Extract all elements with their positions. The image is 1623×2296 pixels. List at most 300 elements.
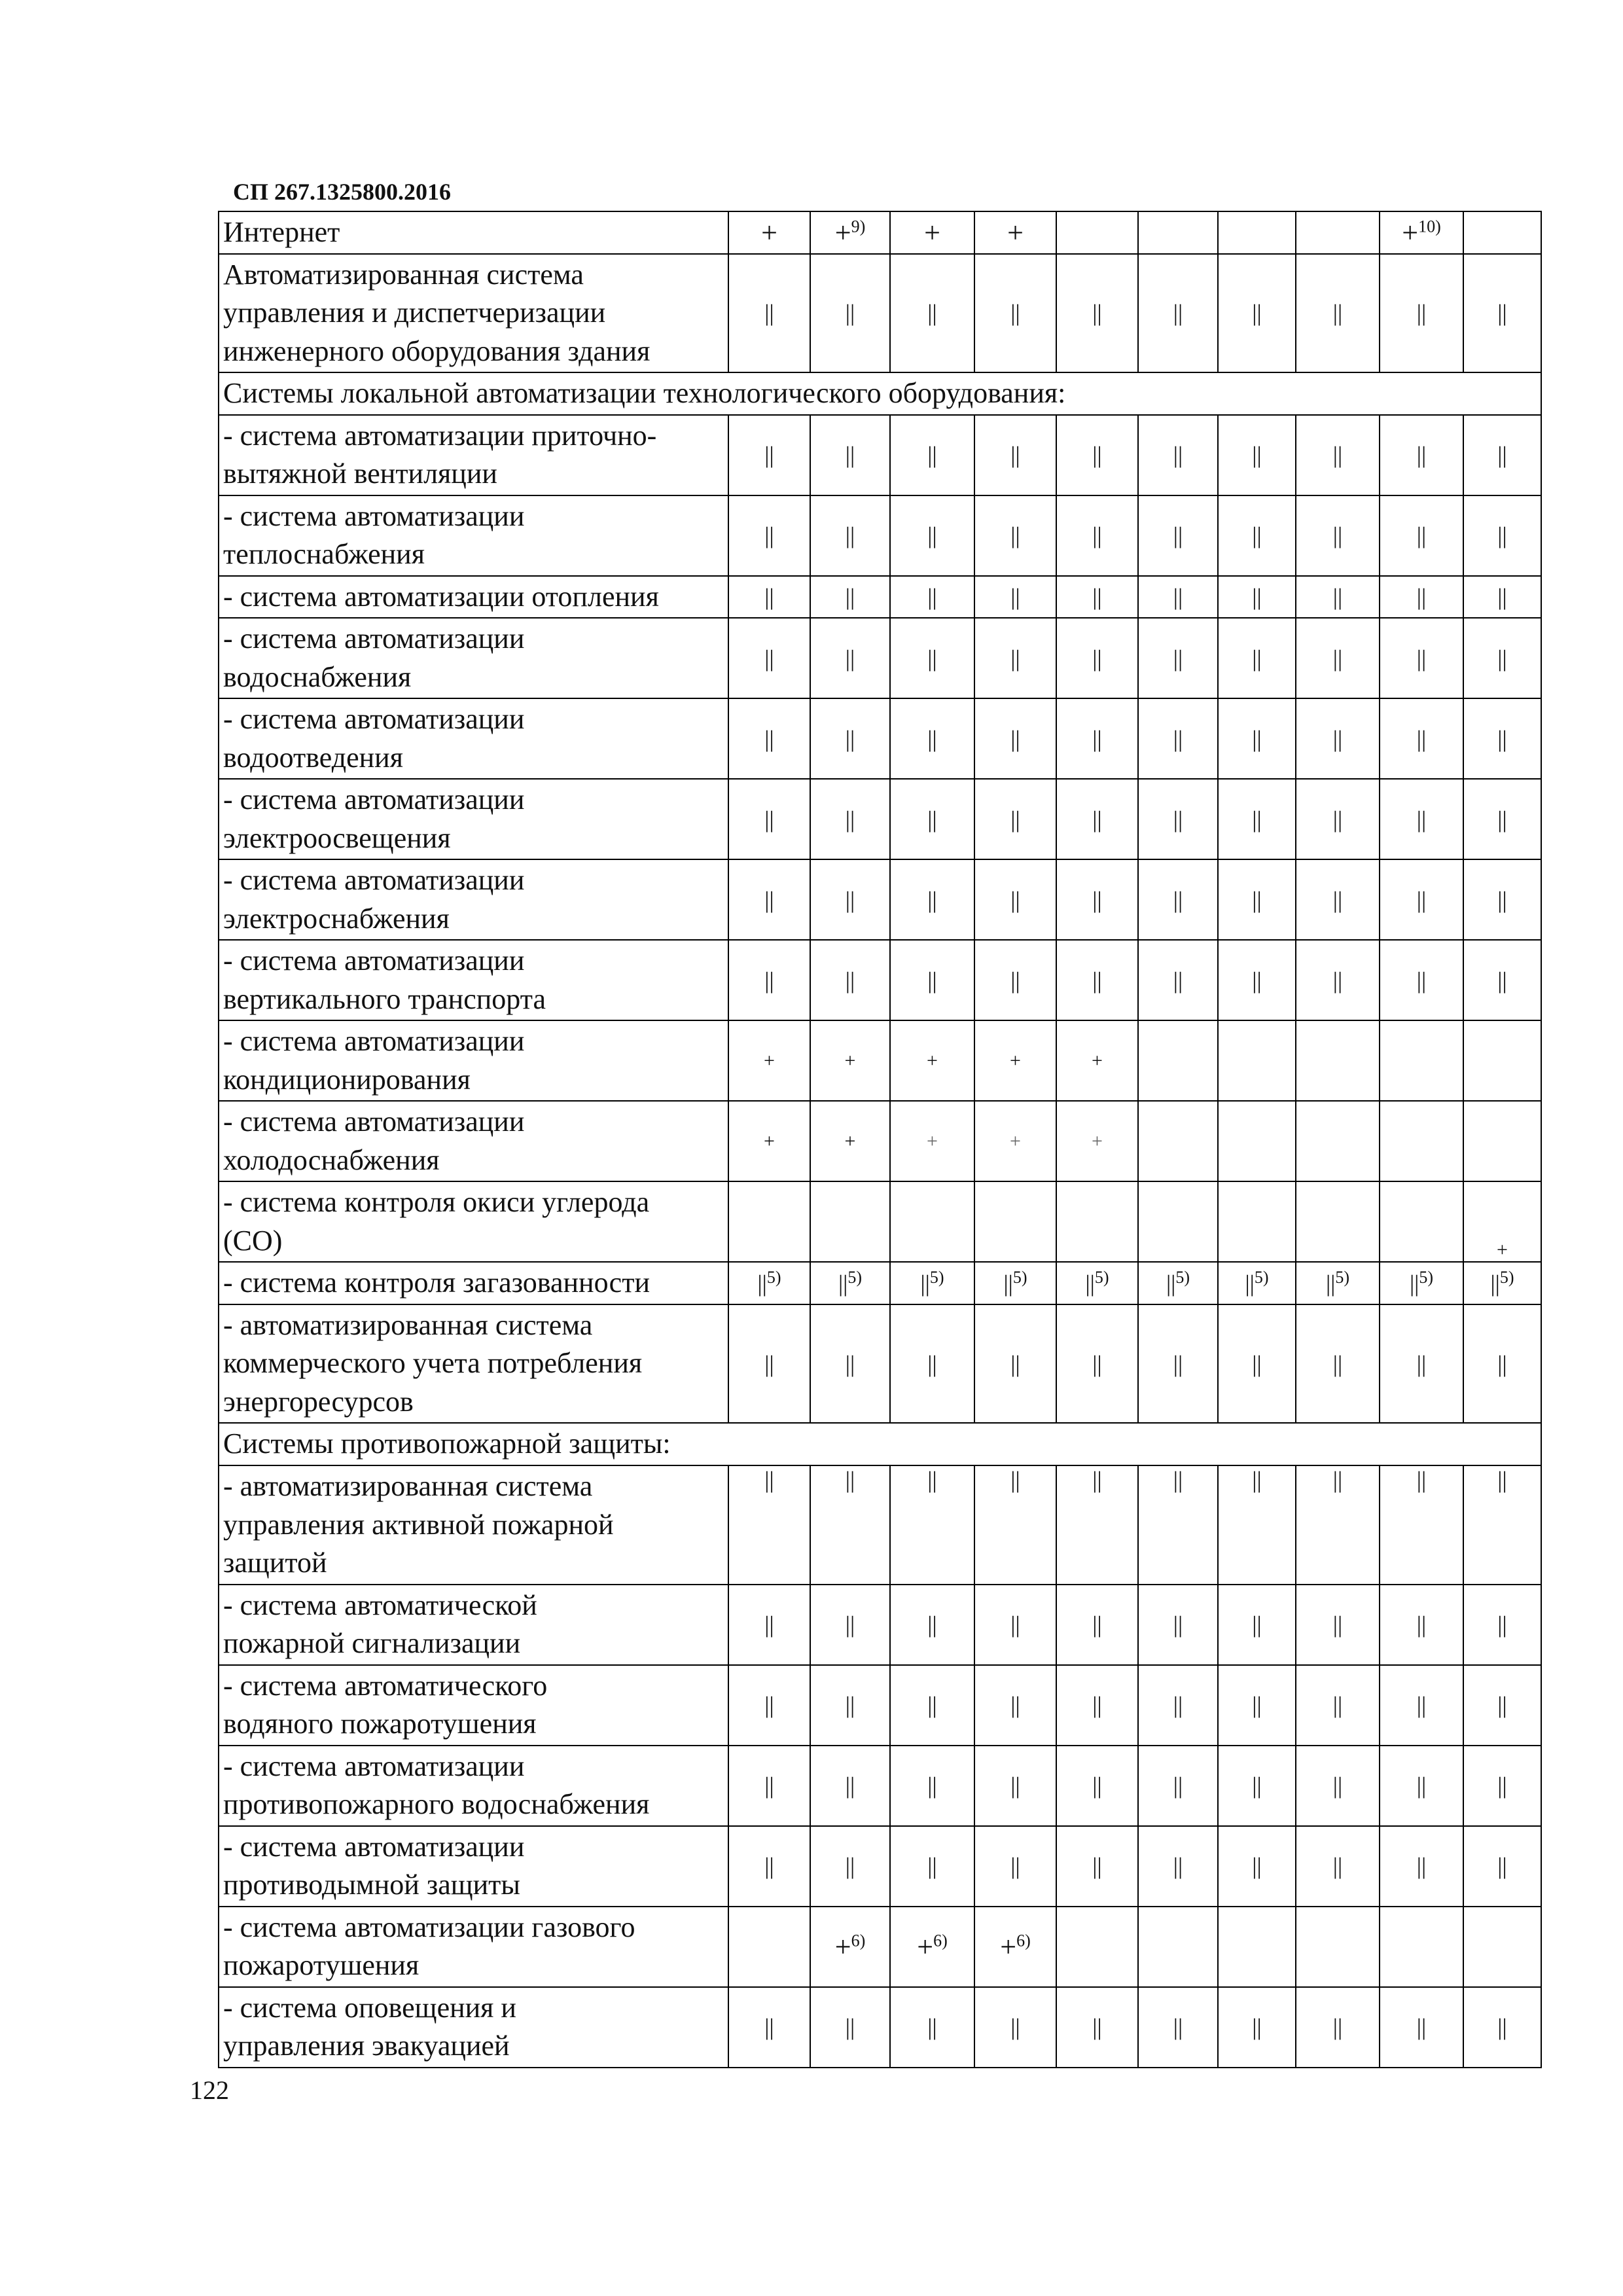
table-row — [219, 1262, 1541, 1304]
parallel-mark: || — [927, 522, 937, 549]
parallel-mark: || — [1092, 1466, 1102, 1493]
system-name-line: водоотведения — [223, 741, 403, 774]
mark-cell — [1380, 1101, 1463, 1181]
mark-cell — [728, 1585, 810, 1665]
parallel-mark: || — [1416, 1853, 1427, 1880]
parallel-mark: || — [1010, 645, 1020, 672]
plus-mark: + — [844, 1049, 856, 1071]
mark-cell — [810, 1304, 890, 1424]
parallel-mark: || — [1092, 806, 1102, 833]
parallel-mark: || — [1252, 1853, 1262, 1880]
parallel-mark: || — [845, 2014, 855, 2041]
mark-cell — [1056, 1262, 1138, 1304]
parallel-mark: || — [1252, 967, 1262, 994]
mark-cell — [1138, 211, 1218, 254]
parallel-mark: || — [1010, 806, 1020, 833]
parallel-mark: || — [1010, 1853, 1020, 1880]
parallel-mark: || — [927, 300, 937, 327]
parallel-mark: || — [1416, 442, 1427, 469]
mark-cell — [1056, 1907, 1138, 1987]
mark-cell — [1056, 1826, 1138, 1907]
mark-cell — [1296, 415, 1380, 495]
mark-cell — [890, 940, 974, 1020]
section-row — [219, 372, 1541, 415]
parallel-mark: || — [1252, 1692, 1262, 1719]
parallel-mark: || — [845, 886, 855, 913]
mark-cell — [890, 1585, 974, 1665]
mark-cell — [1138, 1465, 1218, 1585]
system-name-line: водоснабжения — [223, 660, 412, 693]
mark-cell — [810, 415, 890, 495]
parallel-mark: || — [1497, 1772, 1507, 1799]
parallel-mark: || — [1010, 1772, 1020, 1799]
parallel-mark: || — [764, 1772, 774, 1799]
parallel-mark: || — [764, 1611, 774, 1638]
system-name-line: Автоматизированная система — [223, 258, 584, 291]
mark-cell — [810, 1907, 890, 1987]
mark-cell — [810, 1665, 890, 1746]
parallel-mark: || — [1497, 1350, 1507, 1377]
system-name-cell — [219, 859, 728, 940]
parallel-mark: || — [1332, 806, 1343, 833]
mark-cell — [1056, 254, 1138, 373]
mark-cell — [1056, 1987, 1138, 2068]
mark-cell — [1380, 495, 1463, 576]
mark-cell — [890, 859, 974, 940]
system-name-line: - система автоматизации приточно- — [223, 419, 657, 452]
parallel-mark: || — [845, 1611, 855, 1638]
plus-mark: + — [1010, 1049, 1021, 1071]
plus-mark: + — [917, 1930, 934, 1963]
parallel-mark: || — [845, 967, 855, 994]
parallel-mark: || — [1085, 1270, 1095, 1297]
mark-cell — [810, 576, 890, 619]
table-row — [219, 779, 1541, 859]
mark-cell — [1380, 618, 1463, 698]
system-name-line: управления и диспетчеризации — [223, 296, 606, 329]
plus-mark: + — [761, 216, 777, 249]
mark-cell — [974, 1262, 1056, 1304]
mark-cell — [810, 618, 890, 698]
mark-cell — [810, 1826, 890, 1907]
system-name-line: - система автоматизации отопления — [223, 580, 659, 613]
parallel-mark: || — [764, 1853, 774, 1880]
parallel-mark: || — [1252, 1772, 1262, 1799]
parallel-mark: || — [1010, 2014, 1020, 2041]
parallel-mark: || — [1252, 886, 1262, 913]
mark-cell — [890, 1304, 974, 1424]
table-body — [219, 211, 1541, 2068]
system-name-line: - автоматизированная система — [223, 1308, 593, 1341]
system-name-line: - система автоматизации — [223, 1025, 525, 1058]
parallel-mark: || — [1173, 645, 1183, 672]
mark-cell — [1218, 859, 1296, 940]
plus-mark: + — [927, 1049, 938, 1071]
parallel-mark: || — [1497, 645, 1507, 672]
parallel-mark: || — [1497, 583, 1507, 610]
mark-cell — [1138, 779, 1218, 859]
footnote-ref: 6) — [1016, 1931, 1031, 1950]
footnote-ref: 6) — [851, 1931, 866, 1950]
parallel-mark: || — [1173, 300, 1183, 327]
system-name-cell — [219, 495, 728, 576]
parallel-mark: || — [1010, 967, 1020, 994]
mark-cell — [1138, 1101, 1218, 1181]
mark-cell — [1138, 495, 1218, 576]
parallel-mark: || — [845, 1350, 855, 1377]
mark-cell — [1380, 254, 1463, 373]
mark-cell — [1463, 779, 1541, 859]
mark-cell — [1463, 698, 1541, 779]
parallel-mark: || — [845, 1772, 855, 1799]
mark-cell — [1463, 1304, 1541, 1424]
mark-cell — [1218, 779, 1296, 859]
system-name-line: - система автоматизации — [223, 944, 525, 977]
mark-cell — [890, 1101, 974, 1181]
mark-cell — [974, 1181, 1056, 1262]
system-name-cell — [219, 1665, 728, 1746]
mark-cell — [1138, 859, 1218, 940]
mark-cell — [810, 495, 890, 576]
system-name-line: - система автоматизации — [223, 703, 525, 736]
parallel-mark: || — [1173, 1350, 1183, 1377]
parallel-mark: || — [1416, 1466, 1427, 1493]
system-name-line: противодымной защиты — [223, 1869, 520, 1901]
parallel-mark: || — [1497, 1692, 1507, 1719]
parallel-mark: || — [1092, 1772, 1102, 1799]
mark-cell — [1056, 618, 1138, 698]
mark-cell — [1218, 698, 1296, 779]
mark-cell — [1296, 1987, 1380, 2068]
mark-cell — [1056, 1304, 1138, 1424]
parallel-mark: || — [1173, 1692, 1183, 1719]
table-row — [219, 415, 1541, 495]
system-name-cell — [219, 1465, 728, 1585]
parallel-mark: || — [1173, 886, 1183, 913]
footnote-ref: 5) — [1094, 1267, 1109, 1287]
parallel-mark: || — [1252, 300, 1262, 327]
mark-cell — [1380, 1907, 1463, 1987]
parallel-mark: || — [1497, 967, 1507, 994]
mark-cell — [890, 1465, 974, 1585]
system-name-cell — [219, 1101, 728, 1181]
mark-cell — [974, 495, 1056, 576]
parallel-mark: || — [1173, 725, 1183, 752]
mark-cell — [974, 1665, 1056, 1746]
system-name-cell — [219, 1020, 728, 1101]
mark-cell — [1056, 698, 1138, 779]
parallel-mark: || — [927, 806, 937, 833]
parallel-mark: || — [1497, 1466, 1507, 1493]
mark-cell — [1296, 1746, 1380, 1826]
parallel-mark: || — [1497, 300, 1507, 327]
mark-cell — [1463, 1101, 1541, 1181]
mark-cell — [1218, 211, 1296, 254]
mark-cell — [890, 1020, 974, 1101]
mark-cell — [810, 1585, 890, 1665]
mark-cell — [1056, 1465, 1138, 1585]
mark-cell — [1138, 1665, 1218, 1746]
parallel-mark: || — [1252, 725, 1262, 752]
system-name-cell — [219, 254, 728, 373]
mark-cell — [1463, 859, 1541, 940]
parallel-mark: || — [1325, 1270, 1336, 1297]
parallel-mark: || — [1010, 1611, 1020, 1638]
plus-mark: + — [844, 1130, 856, 1152]
plus-mark: + — [1402, 216, 1419, 249]
mark-cell — [1056, 1746, 1138, 1826]
table-row — [219, 1585, 1541, 1665]
parallel-mark: || — [927, 1466, 937, 1493]
parallel-mark: || — [1332, 583, 1343, 610]
parallel-mark: || — [845, 1692, 855, 1719]
parallel-mark: || — [764, 967, 774, 994]
system-name-line: электроснабжения — [223, 902, 450, 935]
plus-mark: + — [834, 1930, 851, 1963]
mark-cell — [728, 859, 810, 940]
footnote-ref: 5) — [1499, 1267, 1514, 1287]
systems-table — [218, 211, 1542, 2068]
mark-cell — [974, 1746, 1056, 1826]
mark-cell — [1296, 211, 1380, 254]
parallel-mark: || — [1173, 1772, 1183, 1799]
document-code: СП 267.1325800.2016 — [233, 179, 451, 205]
mark-cell — [974, 940, 1056, 1020]
mark-cell — [1463, 1665, 1541, 1746]
parallel-mark: || — [1332, 645, 1343, 672]
mark-cell — [1218, 254, 1296, 373]
mark-cell — [810, 1020, 890, 1101]
parallel-mark: || — [1092, 1611, 1102, 1638]
system-name-line: - система автоматического — [223, 1669, 548, 1702]
mark-cell — [728, 1907, 810, 1987]
parallel-mark: || — [1416, 2014, 1427, 2041]
parallel-mark: || — [927, 442, 937, 469]
system-name-line: водяного пожаротушения — [223, 1708, 537, 1740]
parallel-mark: || — [764, 1692, 774, 1719]
parallel-mark: || — [1252, 583, 1262, 610]
parallel-mark: || — [927, 583, 937, 610]
parallel-mark: || — [1497, 806, 1507, 833]
parallel-mark: || — [927, 1350, 937, 1377]
mark-cell — [1380, 1746, 1463, 1826]
mark-cell — [1218, 1746, 1296, 1826]
mark-cell — [1380, 576, 1463, 619]
parallel-mark: || — [1252, 645, 1262, 672]
mark-cell — [728, 779, 810, 859]
mark-cell — [1138, 940, 1218, 1020]
mark-cell — [1138, 618, 1218, 698]
parallel-mark: || — [1092, 1692, 1102, 1719]
mark-cell — [728, 1465, 810, 1585]
parallel-mark: || — [764, 522, 774, 549]
plus-mark: + — [764, 1130, 775, 1152]
mark-cell — [890, 1907, 974, 1987]
mark-cell — [810, 1987, 890, 2068]
system-name-line: холодоснабжения — [223, 1143, 440, 1176]
parallel-mark: || — [1245, 1270, 1255, 1297]
system-name-line: - система автоматизации — [223, 1830, 525, 1863]
parallel-mark: || — [927, 725, 937, 752]
parallel-mark: || — [1010, 1350, 1020, 1377]
parallel-mark: || — [1416, 725, 1427, 752]
mark-cell — [728, 415, 810, 495]
mark-cell — [1218, 1987, 1296, 2068]
system-name-line: коммерческого учета потребления — [223, 1347, 643, 1380]
parallel-mark: || — [764, 300, 774, 327]
mark-cell — [1380, 415, 1463, 495]
table-row — [219, 576, 1541, 619]
system-name-cell — [219, 576, 728, 619]
parallel-mark: || — [764, 725, 774, 752]
mark-cell — [974, 1907, 1056, 1987]
parallel-mark: || — [1332, 1466, 1343, 1493]
system-name-line: инженерного оборудования здания — [223, 334, 651, 367]
mark-cell — [974, 618, 1056, 698]
system-name-line: теплоснабжения — [223, 538, 425, 571]
mark-cell — [974, 576, 1056, 619]
mark-cell — [890, 698, 974, 779]
mark-cell — [728, 1304, 810, 1424]
parallel-mark: || — [1010, 886, 1020, 913]
system-name-cell — [219, 940, 728, 1020]
table-row — [219, 1101, 1541, 1181]
mark-cell — [1463, 211, 1541, 254]
parallel-mark: || — [845, 725, 855, 752]
system-name-line: - автоматизированная система — [223, 1469, 593, 1502]
mark-cell — [1463, 1181, 1541, 1262]
parallel-mark: || — [1332, 1853, 1343, 1880]
mark-cell — [1463, 1746, 1541, 1826]
mark-cell — [810, 698, 890, 779]
mark-cell — [810, 254, 890, 373]
mark-cell — [1296, 1907, 1380, 1987]
parallel-mark: || — [1252, 522, 1262, 549]
parallel-mark: || — [764, 886, 774, 913]
parallel-mark: || — [1332, 1350, 1343, 1377]
parallel-mark: || — [1092, 1853, 1102, 1880]
mark-cell — [1380, 1020, 1463, 1101]
parallel-mark: || — [764, 806, 774, 833]
mark-cell — [1380, 1465, 1463, 1585]
parallel-mark: || — [927, 1611, 937, 1638]
plus-mark: + — [1010, 1130, 1021, 1152]
parallel-mark: || — [1332, 1611, 1343, 1638]
system-name-line: - система контроля окиси углерода — [223, 1186, 650, 1219]
parallel-mark: || — [1332, 725, 1343, 752]
parallel-mark: || — [1332, 300, 1343, 327]
mark-cell — [1463, 1907, 1541, 1987]
mark-cell — [1296, 1585, 1380, 1665]
plus-mark: + — [924, 216, 940, 249]
mark-cell — [1218, 618, 1296, 698]
mark-cell — [728, 1262, 810, 1304]
mark-cell — [1138, 1585, 1218, 1665]
parallel-mark: || — [845, 806, 855, 833]
parallel-mark: || — [1252, 1350, 1262, 1377]
table-row — [219, 1465, 1541, 1585]
mark-cell — [728, 1181, 810, 1262]
mark-cell — [728, 1101, 810, 1181]
mark-cell — [890, 1987, 974, 2068]
parallel-mark: || — [1173, 522, 1183, 549]
parallel-mark: || — [1092, 1350, 1102, 1377]
plus-mark: + — [1000, 1930, 1017, 1963]
parallel-mark: || — [1173, 442, 1183, 469]
mark-cell — [1380, 1826, 1463, 1907]
table-row — [219, 1826, 1541, 1907]
mark-cell — [728, 618, 810, 698]
system-name-cell — [219, 1826, 728, 1907]
mark-cell — [1296, 859, 1380, 940]
system-name-line: управления активной пожарной — [223, 1508, 614, 1541]
mark-cell — [890, 211, 974, 254]
parallel-mark: || — [1497, 2014, 1507, 2041]
mark-cell — [728, 254, 810, 373]
mark-cell — [728, 1987, 810, 2068]
parallel-mark: || — [1332, 522, 1343, 549]
parallel-mark: || — [845, 1466, 855, 1493]
mark-cell — [1056, 1020, 1138, 1101]
mark-cell — [1380, 1262, 1463, 1304]
system-name-line: защитой — [223, 1547, 327, 1579]
parallel-mark: || — [1092, 442, 1102, 469]
mark-cell — [1056, 940, 1138, 1020]
parallel-mark: || — [1092, 2014, 1102, 2041]
mark-cell — [810, 1101, 890, 1181]
footnote-ref: 5) — [1012, 1267, 1027, 1287]
plus-mark: + — [1092, 1049, 1103, 1071]
parallel-mark: || — [927, 645, 937, 672]
parallel-mark: || — [1332, 1772, 1343, 1799]
footnote-ref: 5) — [766, 1267, 781, 1287]
mark-cell — [974, 859, 1056, 940]
table-row — [219, 495, 1541, 576]
mark-cell — [890, 495, 974, 576]
mark-cell — [974, 415, 1056, 495]
mark-cell — [1218, 1826, 1296, 1907]
mark-cell — [1380, 1987, 1463, 2068]
mark-cell — [890, 1826, 974, 1907]
mark-cell — [1296, 779, 1380, 859]
system-name-line: пожарной сигнализации — [223, 1627, 521, 1660]
parallel-mark: || — [1092, 886, 1102, 913]
mark-cell — [890, 254, 974, 373]
mark-cell — [1218, 1585, 1296, 1665]
mark-cell — [1138, 1746, 1218, 1826]
mark-cell — [1218, 1665, 1296, 1746]
parallel-mark: || — [927, 2014, 937, 2041]
parallel-mark: || — [1497, 1611, 1507, 1638]
parallel-mark: || — [1332, 967, 1343, 994]
mark-cell — [1056, 779, 1138, 859]
mark-cell — [1463, 576, 1541, 619]
parallel-mark: || — [1416, 886, 1427, 913]
mark-cell — [810, 1465, 890, 1585]
parallel-mark: || — [838, 1270, 848, 1297]
system-name-line: Интернет — [223, 216, 340, 248]
parallel-mark: || — [845, 300, 855, 327]
mark-cell — [1296, 254, 1380, 373]
mark-cell — [974, 211, 1056, 254]
parallel-mark: || — [845, 1853, 855, 1880]
parallel-mark: || — [1173, 1466, 1183, 1493]
system-name-cell — [219, 618, 728, 698]
system-name-cell — [219, 698, 728, 779]
system-name-line: электроосвещения — [223, 821, 451, 854]
mark-cell — [890, 415, 974, 495]
parallel-mark: || — [1252, 1466, 1262, 1493]
